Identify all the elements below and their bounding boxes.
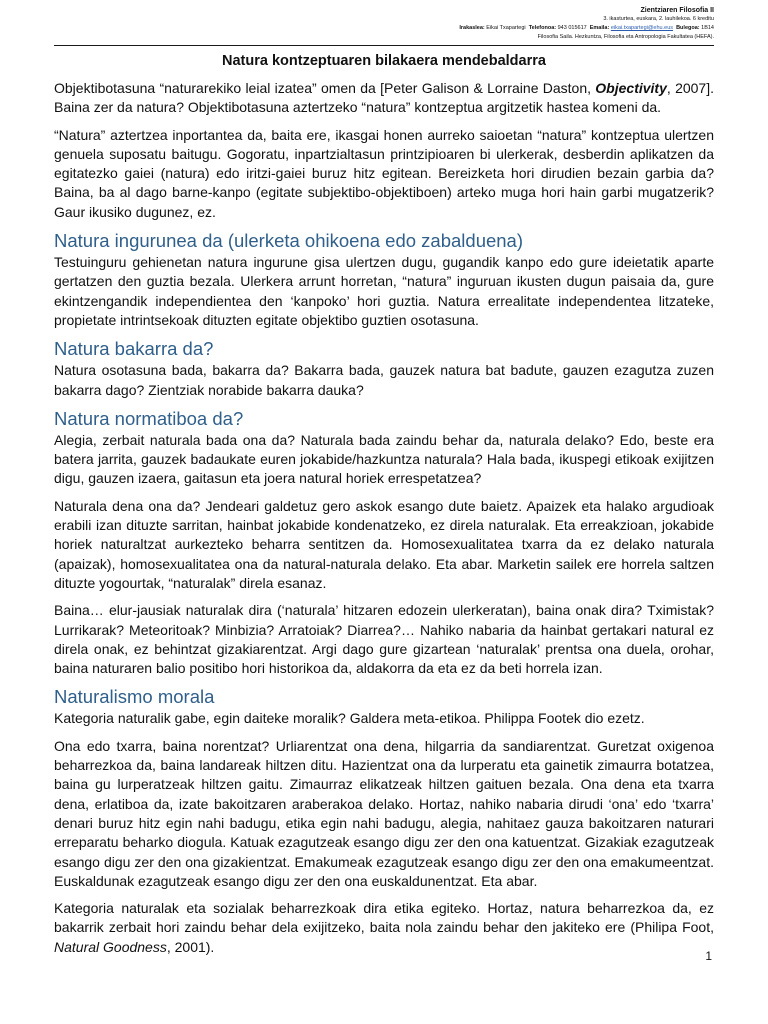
moral-naturalism-paragraph-2: Ona edo txarra, baina norentzat? Urliarentzat ona dena, hilgarria da sandiarentzat. Guretzat oxigenoa beharrezkoa da, baina landareak hiltzen ditu. Hazientzat ona da lurperatu eta gainetik zimaurra botatzea, baina gu lurperatzeak hiltzen gaitu. Zimaurraz elikatzeak hiltzen gaituen bezala. Ona dena eta txarra dena, erlatiboa da, izate bakoitzaren araberakoa delako. Hortaz, nahiko nabaria dirudi ‘ona’ edo ‘txarra’ denari buruz hitz egin nahi badugu, etika egin nahi badugu, alegia, nahitaez gauza bakoitzaren naturari erreparatu beharko diogula. Katuak ezagutzeak esango digu zer den ona katuentzat. Gizakiak ezagutzeak esango digu zer den ona gizakientzat. Emakumeak ezagutzeak esango digu zer den ona emakumeentzat. Euskaldunak ezagutzeak esango digu zer den ona euskaldunentzat. Eta abar. bbox=[54, 737, 714, 889]
email-label: Emaila: bbox=[589, 25, 610, 31]
teacher-name: Eikai Txapartegi bbox=[486, 25, 526, 31]
section-heading-normative: Natura normatiboa da? bbox=[54, 407, 244, 429]
environment-paragraph: Testuinguru gehienetan natura ingurune gisa ulertzen dugu, gugandik kanpo edo gure ideietatik aparte gertatzen den guztia bezala. Ulerkera arrunt horretan, “natura” inguruan ikusten dugun paisaia da, gure ekintzengandik independientea den ‘kanpoko’ hori guztia. Natura errealitate independentea litzateke, propietate intrintsekoak dituzten egitate objektibo guztien osotasuna. bbox=[54, 254, 714, 328]
normative-paragraph-2: Naturala dena ona da? Jendeari galdetuz gero askok esango dute baietz. Apaizek eta halako argudioak erabili izan dituzte sarritan, hainbat jokabide kondenatzeko, ez direla naturalak. Eta erreakzioan, jokabide horiek naturaltzat aurkezteko beharra sentitzen da. Homosexualitatea txarra da ez delako naturala (apaizak), homosexualitatea ona da natural-naturala delako. Eta abar. Marketin sailek ere horrela saltzen dituzte yogourtak, “naturalak” direla esanaz. bbox=[54, 497, 714, 591]
document-title: Natura kontzeptuaren bilakaera mendebaldarra bbox=[222, 53, 546, 69]
phone-number: 943 015617 bbox=[557, 25, 587, 31]
course-info: 3. ikasturtea, euskara, 2. lauhilekoa. 6 kreditu bbox=[603, 16, 714, 22]
office-number: 1B14 bbox=[701, 25, 714, 31]
book-title-natural-goodness: Natural Goodness bbox=[54, 938, 167, 955]
document-body bbox=[54, 79, 714, 965]
course-header bbox=[294, 6, 714, 42]
normative-paragraph-1: Alegia, zerbait naturala bada ona da? Naturala bada zaindu behar da, naturala delako? Edo, beste era batera jarrita, gauzek badaukate euren jokabide/hazkuntza naturala? Hala bada, ikuspegi etikoak exijitzen digu, gauzen izaera, gaitasun eta joera natural horiek errespetatzea? bbox=[54, 431, 714, 487]
email-link[interactable]: eikai.txapartegi@ehu.eus bbox=[610, 25, 674, 31]
department-line: Filosofia Saila. Hezkuntza, Filosofia eta Antropologia Fakultatea (HEFA). bbox=[537, 34, 714, 40]
unique-paragraph: Natura osotasuna bada, bakarra da? Bakarra bada, gauzek natura bat badute, gauzen ezagutza zuzen bakarra dago? Zientziak norabide bakarra dauka? bbox=[54, 362, 714, 398]
section-heading-moral-naturalism: Naturalismo morala bbox=[54, 686, 215, 708]
intro-text-end: , 2007]. Baina zer da natura? Objektibotasuna aztertzeko “natura” kontzeptua argitzetik hastea komeni da. bbox=[54, 80, 714, 116]
intro-paragraph-1 bbox=[54, 79, 714, 118]
foot-text-start: Kategoria naturalak eta sozialak beharrezkoak dira etika egiteko. Hortaz, natura beharrezkoa da, ez bakarrik zerbait hori zaindu behar dela exijitzeko, baita nola zaindu behar den jakiteko ere (Philipa Foot, bbox=[54, 900, 714, 936]
intro-paragraph-2: “Natura” aztertzea inportantea da, baita ere, ikasgai honen aurreko saioetan “natura” kontzeptua ulertzen genuela suposatu baitugu. Gogoratu, inpartzialtasun printzipioaren bi ulerkerak, desberdin aplikatzen da egitatezko gaiei (natura) edo iritzi-gaiei buruz hitz egitean. Bereizketa hori dirudien bezain garbia da? Baina, ba al dago barne-kanpo (egitate subjektibo-objektiboen) arteko muga hori hain garbi mugatzerik?Gaur ikusiko dugunez, ez. bbox=[54, 126, 714, 220]
section-heading-unique: Natura bakarra da? bbox=[54, 338, 214, 360]
section-heading-environment: Natura ingurunea da (ulerketa ohikoena edo zabalduena) bbox=[54, 230, 524, 252]
intro-text-start: Objektibotasuna “naturarekiko leial izatea” omen da [Peter Galison & Lorraine Daston, bbox=[54, 80, 596, 96]
book-title-objectivity: Objectivity bbox=[595, 80, 667, 96]
page-number: 1 bbox=[705, 949, 712, 963]
moral-naturalism-paragraph-3 bbox=[54, 899, 714, 957]
phone-label: Telefonoa: bbox=[528, 25, 557, 31]
header-divider bbox=[54, 45, 714, 46]
course-title: Zientziaren Filosofia II bbox=[640, 7, 714, 14]
teacher-label: Irakaslea: bbox=[459, 25, 485, 31]
foot-text-end: , 2001). bbox=[166, 938, 215, 955]
moral-naturalism-paragraph-1: Kategoria naturalik gabe, egin daiteke moralik? Galdera meta-etikoa. Philippa Footek dio ezetz. bbox=[54, 710, 645, 727]
contact-line bbox=[294, 24, 714, 33]
office-label: Bulegoa: bbox=[676, 25, 700, 31]
normative-paragraph-3: Baina… elur-jausiak naturalak dira (‘naturala’ hitzaren edozein ulerkeratan), baina onak dira? Tximistak? Lurrikarak? Meteoritoak? Minbizia? Arratoiak? Diarrea?… Nahiko nabaria da hainbat gertakari natural ez direla onak, ez behintzat gizakiarentzat. Argi dago gure gizartean ‘naturalak’ prentsa ona duela, orohar, baina naturaren balio positibo hori historikoa da, aldakorra da eta ez da beti horrela izan. bbox=[54, 602, 714, 677]
